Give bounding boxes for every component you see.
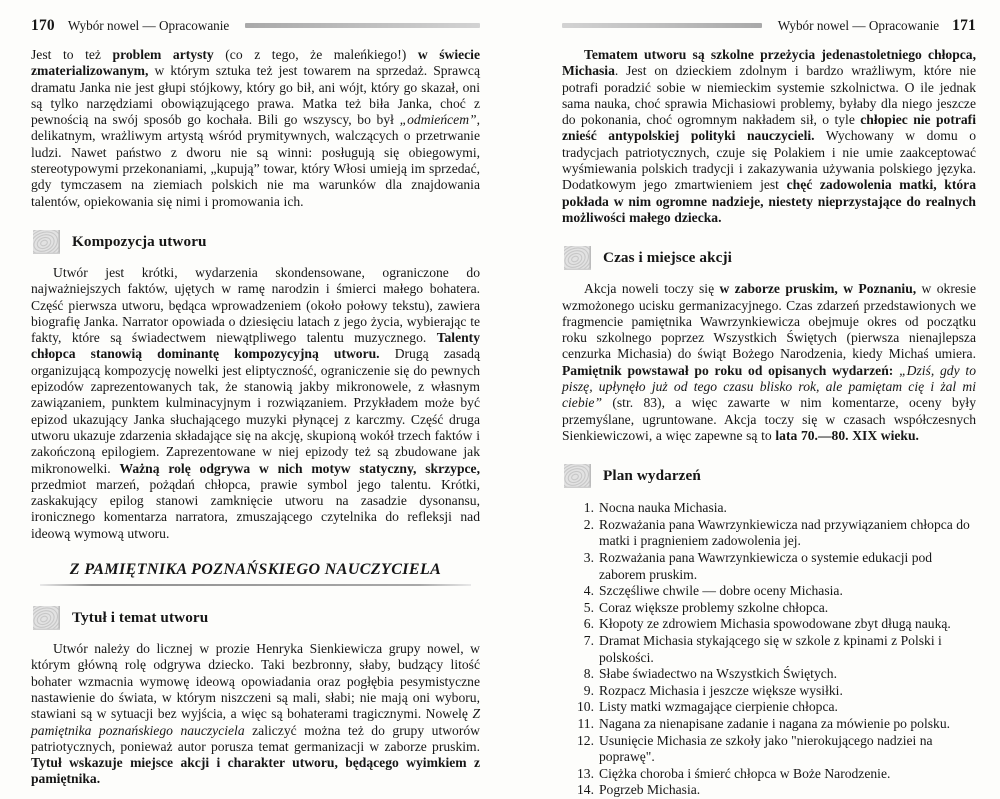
section-title: Czas i miejsce akcji: [603, 249, 732, 267]
list-item-text: Dramat Michasia stykającego się w szkole z kpinami z Polski i polskości.: [599, 632, 942, 665]
page-number: 170: [31, 16, 55, 34]
list-item-text: Rozważania pana Wawrzynkiewicza nad przywiązaniem chłopca do matki i pragnieniem zadowolenia jej.: [599, 516, 970, 549]
list-item-number: 2.: [583, 516, 594, 532]
list-item-number: 13.: [577, 765, 594, 781]
section-title: Kompozycja utworu: [72, 232, 207, 250]
page-header: [31, 17, 480, 34]
chapter-title: Z PAMIĘTNIKA POZNAŃSKIEGO NAUCZYCIELA: [69, 561, 442, 579]
list-item-text: Rozważania pana Wawrzynkiewicza o systemie edukacji pod zaborem pruskim.: [599, 550, 933, 582]
list-item-number: 14.: [577, 782, 594, 798]
time-place-paragraph: Akcja noweli toczy się w zaborze pruskim, w Poznaniu, w okresie wzmożonego ucisku germanizacyjnego. Czas zdarzeń przedstawionych we fragmencie pamiętnika Wawrzynkiewicza obejmuje okres od początku roku szkolnego poprzez Wszystkich Świętych (pierwsza nienajlepsza cenzurka Michasia) do świąt Bożego Narodzenia, kiedy Michaś umiera. Pamiętnik powstawał po roku od opisanych wydarzeń: „Dziś, gdy to piszę, upłynęło już od tego czasu blisko rok, ale pamiętam cię i żal mi ciebie” (str. 83), a więc zawarte w nim komentarze, oceny były przemyślane, ugruntowane. Akcja toczy się w czasach współczesnych Sienkiewiczowi, a więc zapewne są to lata 70.—80. XIX wieku.: [562, 281, 976, 443]
section-heading-title-theme: [33, 606, 480, 630]
section-title: Tytuł i temat utworu: [72, 609, 209, 627]
list-item-text: Słabe świadectwo na Wszystkich Świętych.: [599, 666, 837, 682]
list-item: [568, 633, 976, 666]
page-right: [562, 16, 977, 798]
list-item-number: 6.: [583, 616, 594, 632]
list-item: [568, 699, 976, 716]
list-item-number: 9.: [583, 682, 594, 698]
swirl-pattern-icon: [33, 606, 60, 630]
swirl-pattern-icon: [33, 230, 60, 254]
theme-paragraph: Tematem utworu są szkolne przeżycia jedenastoletniego chłopca, Michasia. Jest on dzieckiem zdolnym i bardzo wrażliwym, które nie potrafi poradzić sobie w niemieckim systemie szkolnictwa. O ile jednak sama nauka, choć sprawia Michasiowi problemy, byłaby dla niego jeszcze do pokonania, choć ogromnym nakładem sił, o tyle chłopiec nie potrafi znieść antypolskiej polityki nauczycieli. Wychowany w domu o tradycjach patriotycznych, czuje się Polakiem i nie umie zaakceptować wyśmiewania polskich tradycji i zakazywania używania polskiego języka. Dodatkowym jego zmartwieniem jest chęć zadowolenia matki, która pokłada w nim ogromne nadzieje, niestety nieprzystające do realnych możliwości małego dziecka.: [562, 47, 977, 225]
list-item-number: 7.: [583, 632, 594, 648]
list-item: [568, 517, 976, 550]
header-rule: [245, 23, 480, 28]
list-item-number: 4.: [583, 583, 594, 599]
list-item-number: 5.: [583, 599, 594, 615]
list-item: [568, 666, 976, 683]
page-left: [31, 16, 480, 787]
title-theme-paragraph: Utwór należy do licznej w prozie Henryka Sienkiewicza grupy nowel, w którym główną rolę odgrywa dziecko. Taki bezbronny, słaby, budzący litość bohater wzmacnia wymowę ideową opowiadania oraz pogłębia pesymistyczne nastawienie do świata, w którym niszczeni są mali, słabi; nie mają oni wyboru, stawiani są w sytuacji bez wyjścia, a więc są bohaterami tragicznymi. Nowelę Z pamiętnika poznańskiego nauczyciela zaliczyć można też do grupy utworów patriotycznych, ponieważ autor porusza temat germanizacji w zaborze pruskim. Tytuł wskazuje miejsce akcji i charakter utworu, będącego wyimkiem z pamiętnika.: [31, 641, 480, 787]
list-item-text: Rozpacz Michasia i jeszcze większe wysiłki.: [599, 682, 843, 698]
list-item: [568, 683, 976, 700]
list-item: [568, 583, 976, 600]
list-item: [568, 716, 976, 733]
list-item-number: 12.: [577, 732, 594, 748]
section-title: Plan wydarzeń: [603, 467, 701, 485]
page-header: [562, 17, 976, 34]
list-item-number: 11.: [577, 715, 594, 731]
section-heading-plan: [564, 464, 976, 488]
swirl-pattern-icon: [564, 464, 591, 488]
plan-list: [568, 500, 976, 799]
list-item: [568, 500, 976, 517]
list-item: [568, 550, 976, 583]
list-item-text: Nagana za nienapisane zadanie i nagana za mówienie po polsku.: [599, 715, 951, 731]
list-item-number: 1.: [583, 500, 594, 516]
chapter-title-block: [31, 561, 480, 586]
intro-paragraph: Jest to też problem artysty (co z tego, że maleńkiego!) w świecie zmaterializowanym, w którym sztuka też jest towarem na sprzedaż. Sprawcą dramatu Janka nie jest głupi stójkowy, który go bił, ani wójt, który go skazał, oni są tylko narzędziami obowiązującego prawa. Matka też biła Janka, choć z pewnością na swój sposób go kochała. Bili go wszyscy, bo był „odmieńcem”, delikatnym, wrażliwym artystą wśród prymitywnych, walczących o przetrwanie ludzi. Nawet państwo z dworu nie są winni: posługują się obiegowymi, stereotypowymi przekonaniami, „kupują” towar, który Włosi umieją im sprzedać, gdy tymczasem na ziemiach polskich nie ma warunków dla znajdowania talentów, opiekowania się nimi i promowania ich.: [31, 47, 480, 209]
list-item-text: Ciężka choroba i śmierć chłopca w Boże Narodzenie.: [599, 765, 891, 781]
list-item-text: Coraz większe problemy szkolne chłopca.: [599, 599, 829, 615]
list-item-text: Pogrzeb Michasia.: [599, 782, 701, 798]
list-item-text: Nocna nauka Michasia.: [599, 500, 727, 516]
list-item: [568, 766, 976, 783]
page-number: 171: [952, 16, 976, 34]
running-title: Wybór nowel — Opracowanie: [67, 17, 230, 33]
chapter-rule: [40, 584, 471, 586]
list-item-number: 8.: [583, 666, 594, 682]
list-item-number: 10.: [577, 699, 594, 715]
list-item: [568, 782, 976, 799]
header-rule: [562, 23, 762, 28]
list-item-text: Listy matki wzmagające cierpienie chłopca.: [599, 699, 838, 715]
list-item: [568, 733, 976, 766]
list-item: [568, 616, 976, 633]
list-item-number: 3.: [583, 550, 594, 566]
list-item-text: Szczęśliwe chwile — dobre oceny Michasia.: [599, 583, 843, 599]
section-heading-composition: [33, 230, 480, 254]
swirl-pattern-icon: [564, 246, 591, 270]
section-heading-time-place: [564, 246, 976, 270]
list-item: [568, 600, 976, 617]
list-item-text: Usunięcie Michasia ze szkoły jako "nierokującego nadziei na poprawę".: [599, 732, 933, 765]
composition-paragraph: Utwór jest krótki, wydarzenia skondensowane, ograniczone do najważniejszych faktów, ujętych w ramę narodzin i śmierci małego bohatera. Część pierwsza utworu, będąca wprowadzeniem (około połowy tekstu), zawiera biografię Janka. Narrator opowiada o dziesięciu latach z jego życia, wybierając te fakty, które są świadectwem niewątpliwego talentu muzycznego. Talenty chłopca stanowią dominantę kompozycyjną utworu. Drugą zasadą organizującą kompozycję nowelki jest eliptyczność, ograniczenie się do pewnych epizodów zaprezentowanych tak, że stanowią jakby mikronowele, z własnym zawiązaniem, punktem kulminacyjnym i rozwiązaniem. Przykładem może być epizod ukazujący Janka słuchającego muzyki płynącej z karczmy. Część druga utworu ukazuje zdarzenia składające się na akcję, skupioną wokół trzech faktów i zakończoną epilogiem. Zaprezentowane w niej epizody też są zbudowane jak mikronowelki. Ważną rolę odgrywa w nich motyw statyczny, skrzypce, przedmiot marzeń, pożądań chłopca, prawie symbol jego talentu. Krótki, zaskakujący epilog stanowi zamknięcie utworu na zasadzie dysonansu, ironicznego komentarza narratora, zmuszającego czytelnika do refleksji nad ideową wymową utworu.: [31, 264, 480, 541]
running-title: Wybór nowel — Opracowanie: [777, 17, 940, 33]
list-item-text: Kłopoty ze zdrowiem Michasia spowodowane zbyt długą nauką.: [599, 616, 951, 632]
